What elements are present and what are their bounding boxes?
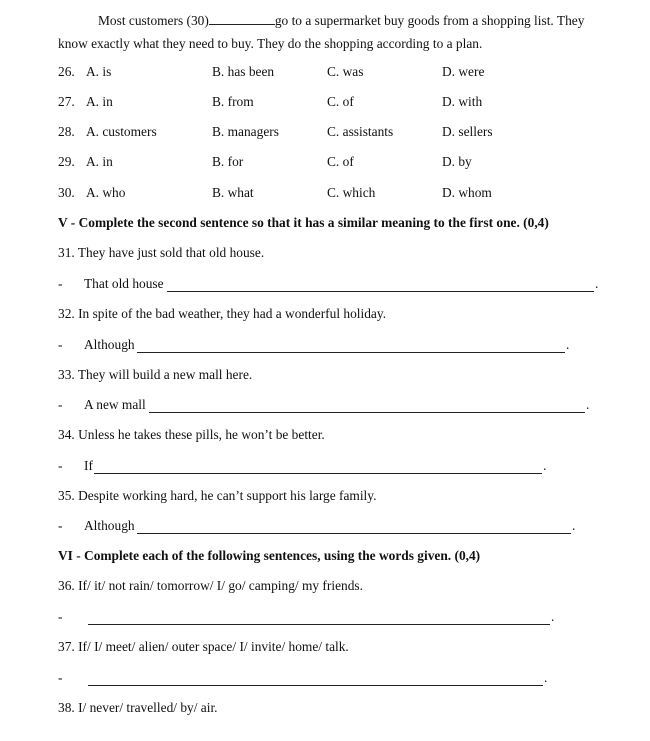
answer-end-period: . bbox=[544, 670, 548, 685]
passage-text: know exactly what they need to buy. They do the shopping according to a plan. bbox=[58, 36, 483, 51]
question-number: 26. bbox=[58, 64, 75, 79]
option-b[interactable]: B. managers bbox=[212, 124, 279, 139]
answer-prompt: Although bbox=[84, 518, 135, 533]
option-b[interactable]: B. has been bbox=[212, 64, 275, 79]
question-36: 36. If/ it/ not rain/ tomorrow/ I/ go/ camping/ my friends. bbox=[58, 578, 363, 593]
option-b[interactable]: B. from bbox=[212, 94, 254, 109]
passage-text-after-blank: go to a supermarket buy goods from a shopping list. They bbox=[274, 13, 585, 28]
answer-blank-30[interactable] bbox=[209, 10, 275, 25]
answer-line-37[interactable] bbox=[88, 684, 543, 686]
option-d[interactable]: D. by bbox=[442, 154, 472, 169]
section-5-heading: V - Complete the second sentence so that it has a similar meaning to the first one. (0,4) bbox=[58, 215, 549, 230]
section-6-heading: VI - Complete each of the following sentences, using the words given. (0,4) bbox=[58, 548, 481, 563]
question-38: 38. I/ never/ travelled/ by/ air. bbox=[58, 700, 218, 715]
passage-line-1 bbox=[98, 10, 584, 30]
answer-line-34[interactable] bbox=[94, 472, 542, 474]
option-d[interactable]: D. whom bbox=[442, 185, 492, 200]
option-a[interactable]: A. customers bbox=[86, 124, 157, 139]
answer-dash: - bbox=[58, 397, 63, 412]
answer-dash: - bbox=[58, 670, 63, 685]
answer-dash: - bbox=[58, 337, 63, 352]
answer-dash: - bbox=[58, 458, 63, 473]
answer-line-32[interactable] bbox=[137, 351, 565, 353]
answer-dash: - bbox=[58, 609, 63, 624]
answer-prompt: A new mall bbox=[84, 397, 146, 412]
question-number: 28. bbox=[58, 124, 75, 139]
answer-line-35[interactable] bbox=[137, 532, 571, 534]
passage-line-2 bbox=[58, 34, 482, 54]
question-35: 35. Despite working hard, he can’t support his large family. bbox=[58, 488, 377, 503]
option-d[interactable]: D. sellers bbox=[442, 124, 493, 139]
question-number: 29. bbox=[58, 154, 75, 169]
answer-end-period: . bbox=[543, 458, 547, 473]
question-31: 31. They have just sold that old house. bbox=[58, 245, 265, 260]
answer-dash: - bbox=[58, 276, 63, 291]
question-number: 30. bbox=[58, 185, 75, 200]
option-b[interactable]: B. what bbox=[212, 185, 254, 200]
option-d[interactable]: D. with bbox=[442, 94, 483, 109]
answer-end-period: . bbox=[595, 276, 599, 291]
answer-prompt: That old house bbox=[84, 276, 164, 291]
option-a[interactable]: A. who bbox=[86, 185, 126, 200]
option-a[interactable]: A. in bbox=[86, 94, 113, 109]
option-a[interactable]: A. in bbox=[86, 154, 113, 169]
passage-text-before-blank: Most customers (30) bbox=[98, 13, 209, 28]
answer-line-31[interactable] bbox=[167, 290, 594, 292]
option-c[interactable]: C. which bbox=[327, 185, 376, 200]
question-33: 33. They will build a new mall here. bbox=[58, 367, 253, 382]
answer-end-period: . bbox=[572, 518, 576, 533]
answer-line-36[interactable] bbox=[88, 623, 550, 625]
option-c[interactable]: C. of bbox=[327, 94, 354, 109]
option-c[interactable]: C. was bbox=[327, 64, 364, 79]
answer-end-period: . bbox=[551, 609, 555, 624]
option-a[interactable]: A. is bbox=[86, 64, 112, 79]
answer-line-33[interactable] bbox=[149, 411, 585, 413]
option-c[interactable]: C. assistants bbox=[327, 124, 394, 139]
question-32: 32. In spite of the bad weather, they had a wonderful holiday. bbox=[58, 306, 387, 321]
answer-prompt: If bbox=[84, 458, 93, 473]
question-34: 34. Unless he takes these pills, he won’t be better. bbox=[58, 427, 325, 442]
question-37: 37. If/ I/ meet/ alien/ outer space/ I/ invite/ home/ talk. bbox=[58, 639, 349, 654]
option-c[interactable]: C. of bbox=[327, 154, 354, 169]
option-b[interactable]: B. for bbox=[212, 154, 244, 169]
question-number: 27. bbox=[58, 94, 75, 109]
answer-end-period: . bbox=[586, 397, 590, 412]
answer-prompt: Although bbox=[84, 337, 135, 352]
answer-dash: - bbox=[58, 518, 63, 533]
option-d[interactable]: D. were bbox=[442, 64, 485, 79]
answer-end-period: . bbox=[566, 337, 570, 352]
